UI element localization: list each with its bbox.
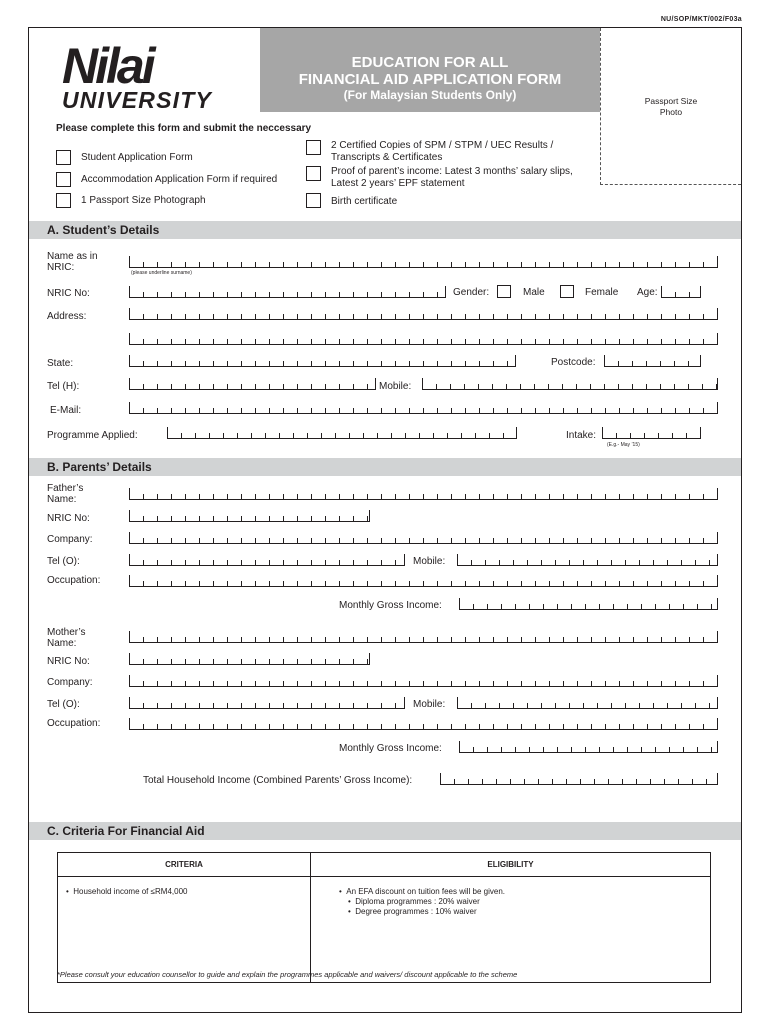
father-occupation-label: Occupation:	[47, 575, 101, 586]
mother-company-label: Company:	[47, 677, 93, 688]
student-nric-field[interactable]	[129, 286, 446, 298]
criteria-table	[57, 852, 711, 983]
mother-label-line: Name:	[47, 638, 77, 649]
student-name-field[interactable]	[129, 256, 718, 268]
father-label-line: Father’s	[47, 483, 84, 494]
instructions: Please complete this form and submit the neccessary	[56, 123, 312, 134]
mother-mobile-field[interactable]	[457, 697, 718, 709]
father-company-field[interactable]	[129, 532, 718, 544]
nric-label: NRIC No:	[47, 288, 90, 299]
tel-home-field[interactable]	[129, 378, 376, 390]
father-income-field[interactable]	[459, 598, 718, 610]
programme-label: Programme Applied:	[47, 430, 138, 441]
mother-occupation-label: Occupation:	[47, 718, 101, 729]
form-title-line2: FINANCIAL AID APPLICATION FORM	[298, 71, 562, 88]
address-label: Address:	[47, 311, 87, 322]
mobile-label: Mobile:	[379, 381, 412, 392]
intake-label: Intake:	[566, 430, 597, 441]
footnote: *Please consult your education counsellor to guide and explain the programmes applicable and waivers/ discount applicable to the scheme	[57, 970, 518, 979]
mother-label-line: Mother’s	[47, 627, 86, 638]
diploma-line	[339, 897, 702, 907]
photo-label-1: Passport Size	[644, 96, 698, 106]
bullet: •	[348, 907, 356, 916]
household-income-label: Total Household Income (Combined Parents’ Gross Income):	[143, 775, 413, 786]
checklist-label-line: Proof of parent’s income: Latest 3 months’ salary slips,	[331, 166, 573, 177]
checkbox[interactable]	[306, 193, 321, 208]
age-label: Age:	[637, 287, 658, 298]
eligibility-cell	[311, 877, 711, 983]
checklist-item	[56, 193, 206, 208]
mother-occupation-field[interactable]	[129, 718, 718, 730]
father-name-label	[47, 483, 83, 505]
logo-subtitle: UNIVERSITY	[62, 87, 213, 113]
name-label-line: Name as in	[47, 251, 98, 262]
mother-mobile-label: Mobile:	[413, 699, 446, 710]
checkbox[interactable]	[56, 150, 71, 165]
criteria-header: CRITERIA	[58, 853, 311, 877]
father-tel-label: Tel (O):	[47, 556, 80, 567]
degree-text: Degree programmes : 10% waiver	[355, 907, 477, 916]
intake-hint: (E.g.- May ’15)	[607, 442, 640, 448]
postcode-label: Postcode:	[551, 357, 596, 368]
male-checkbox[interactable]	[497, 285, 511, 298]
father-name-field[interactable]	[129, 488, 718, 500]
father-income-label: Monthly Gross Income:	[339, 600, 442, 611]
father-mobile-label: Mobile:	[413, 556, 446, 567]
checklist-label: 1 Passport Size Photograph	[81, 195, 206, 206]
eligibility-header: ELIGIBILITY	[311, 853, 711, 877]
mother-nric-field[interactable]	[129, 653, 370, 665]
mother-tel-field[interactable]	[129, 697, 405, 709]
name-label	[47, 251, 98, 273]
tel-home-label: Tel (H):	[47, 381, 80, 392]
checklist-item	[56, 150, 193, 165]
email-field[interactable]	[129, 402, 718, 414]
checklist-item	[306, 193, 397, 208]
name-label-line: NRIC:	[47, 262, 75, 273]
section-a-title: A. Student’s Details	[29, 221, 741, 239]
mother-company-field[interactable]	[129, 675, 718, 687]
mother-income-label: Monthly Gross Income:	[339, 743, 442, 754]
bullet: •	[339, 887, 347, 896]
form-title-line3: (For Malaysian Students Only)	[343, 88, 517, 102]
gender-label: Gender:	[453, 287, 490, 298]
bullet: •	[348, 897, 356, 906]
name-hint: (please underline surname)	[131, 270, 192, 276]
female-checkbox[interactable]	[560, 285, 574, 298]
section-b-title: B. Parents’ Details	[29, 458, 741, 476]
age-field[interactable]	[661, 286, 701, 298]
criteria-cell	[58, 877, 311, 983]
state-label: State:	[47, 358, 74, 369]
checklist-label-line: Latest 2 years’ EPF statement	[331, 178, 465, 189]
male-label: Male	[523, 287, 545, 298]
household-income-field[interactable]	[440, 773, 718, 785]
photo-label-2: Photo	[659, 107, 683, 117]
checklist-label: Accommodation Application Form if required	[81, 174, 278, 185]
mother-income-field[interactable]	[459, 741, 718, 753]
father-tel-field[interactable]	[129, 554, 405, 566]
mother-tel-label: Tel (O):	[47, 699, 80, 710]
mother-nric-label: NRIC No:	[47, 656, 90, 667]
father-company-label: Company:	[47, 534, 93, 545]
checklist-label	[331, 140, 553, 164]
father-label-line: Name:	[47, 494, 77, 505]
criteria-text: Household income of ≤RM4,000	[73, 887, 188, 896]
father-occupation-field[interactable]	[129, 575, 718, 587]
checklist-label: Birth certificate	[331, 196, 398, 207]
checklist-item	[56, 172, 277, 187]
passport-photo-box	[600, 28, 741, 185]
checklist-label-line: Transcripts & Certificates	[331, 152, 443, 163]
form-title-block	[260, 28, 600, 112]
mobile-field[interactable]	[422, 378, 718, 390]
checkbox[interactable]	[56, 193, 71, 208]
degree-line	[339, 907, 702, 917]
checklist-label-line: 2 Certified Copies of SPM / STPM / UEC Results /	[331, 140, 554, 151]
checklist-item	[306, 140, 553, 164]
section-c-title: C. Criteria For Financial Aid	[29, 822, 741, 840]
mother-name-label	[47, 627, 86, 649]
checkbox[interactable]	[306, 140, 321, 155]
bullet: •	[66, 887, 74, 896]
eligibility-line	[339, 887, 702, 897]
checkbox[interactable]	[56, 172, 71, 187]
checklist-label	[331, 166, 573, 190]
intake-field[interactable]	[602, 427, 701, 439]
checklist-label: Student Application Form	[81, 152, 193, 163]
eligibility-text: An EFA discount on tuition fees will be given.	[346, 887, 506, 896]
checklist-item	[306, 166, 573, 190]
checkbox[interactable]	[306, 166, 321, 181]
university-logo	[62, 38, 252, 113]
father-nric-field[interactable]	[129, 510, 370, 522]
state-field[interactable]	[129, 355, 516, 367]
postcode-field[interactable]	[604, 355, 701, 367]
logo-wordmark: Nilai	[62, 38, 153, 94]
document-code: NU/SOP/MKT/002/F03a	[660, 16, 742, 23]
father-nric-label: NRIC No:	[47, 513, 90, 524]
diploma-text: Diploma programmes : 20% waiver	[355, 897, 480, 906]
programme-field[interactable]	[167, 427, 517, 439]
email-label: E-Mail:	[50, 405, 82, 416]
address-field-1[interactable]	[129, 308, 718, 320]
mother-name-field[interactable]	[129, 631, 718, 643]
father-mobile-field[interactable]	[457, 554, 718, 566]
form-title-line1: EDUCATION FOR ALL	[351, 54, 509, 71]
female-label: Female	[585, 287, 619, 298]
address-field-2[interactable]	[129, 333, 718, 345]
